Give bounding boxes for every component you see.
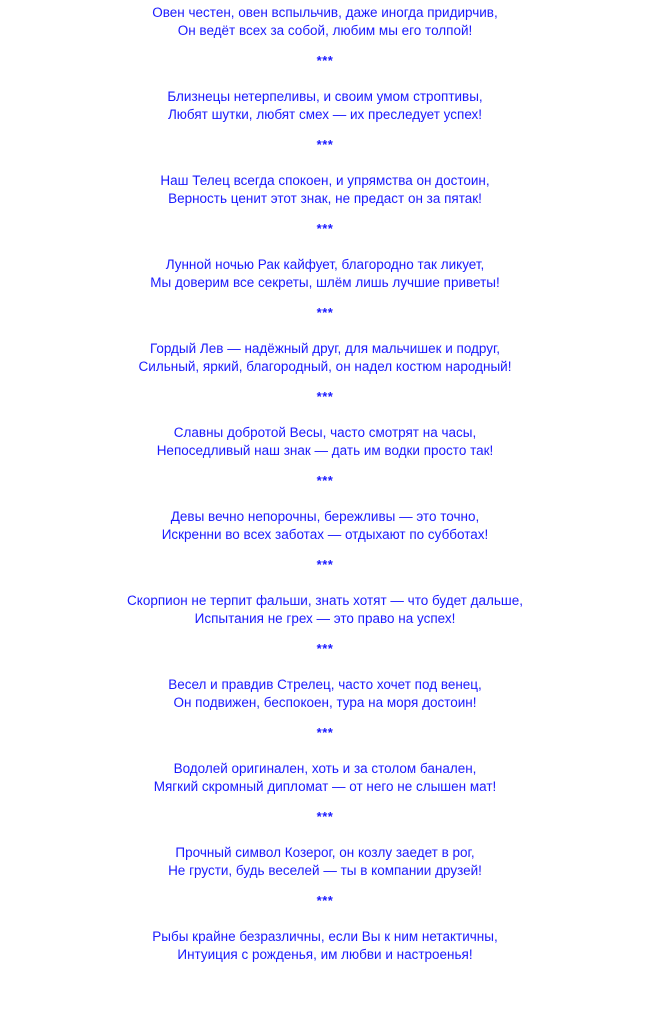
- stanza-line: Интуиция с рожденья, им любви и настроенья!: [177, 947, 473, 962]
- stanza-line: Водолей оригинален, хоть и за столом банален,: [173, 761, 477, 776]
- stanza-separator: ***: [316, 641, 334, 656]
- stanza-line: Не грусти, будь веселей — ты в компании друзей!: [168, 863, 482, 878]
- stanza-pisces: [0, 928, 650, 1012]
- stanza-virgo: [0, 508, 650, 592]
- stanza-line: Девы вечно непорочны, бережливы — это точно,: [170, 509, 480, 524]
- stanza-separator: ***: [316, 53, 334, 68]
- stanza-line: Мы доверим все секреты, шлём лишь лучшие приветы!: [150, 275, 500, 290]
- stanza-separator: ***: [316, 809, 334, 824]
- stanza-line: Близнецы нетерпеливы, и своим умом строптивы,: [167, 89, 483, 104]
- stanza-line: Он подвижен, беспокоен, тура на моря достоин!: [173, 695, 477, 710]
- stanza-cancer: [0, 256, 650, 340]
- stanza-leo: [0, 340, 650, 424]
- stanza-scorpio: [0, 592, 650, 676]
- stanza-line: Скорпион не терпит фальши, знать хотят — что будет дальше,: [127, 593, 523, 608]
- stanza-libra: [0, 424, 650, 508]
- stanza-separator: ***: [316, 305, 334, 320]
- stanza-aries: [0, 4, 650, 88]
- stanza-line: Славны добротой Весы, часто смотрят на часы,: [173, 425, 477, 440]
- stanza-line: Весел и правдив Стрелец, часто хочет под венец,: [168, 677, 482, 692]
- stanza-line: Он ведёт всех за собой, любим мы его толпой!: [177, 23, 473, 38]
- stanza-gemini: [0, 88, 650, 172]
- stanza-line: Сильный, яркий, благородный, он надел костюм народный!: [138, 359, 512, 374]
- stanza-separator: ***: [316, 725, 334, 740]
- stanza-line: Лунной ночью Рак кайфует, благородно так ликует,: [165, 257, 485, 272]
- stanza-separator: ***: [316, 557, 334, 572]
- stanza-aquarius: [0, 760, 650, 844]
- stanza-line: Верность ценит этот знак, не предаст он за пятак!: [168, 191, 482, 206]
- stanza-taurus: [0, 172, 650, 256]
- stanza-separator: ***: [316, 137, 334, 152]
- stanza-line: Искренни во всех заботах — отдыхают по субботах!: [161, 527, 489, 542]
- stanza-sagittarius: [0, 676, 650, 760]
- stanza-line: Испытания не грех — это право на успех!: [194, 611, 456, 626]
- stanza-line: Наш Телец всегда спокоен, и упрямства он достоин,: [160, 173, 490, 188]
- stanza-separator: ***: [316, 389, 334, 404]
- stanza-line: Мягкий скромный дипломат — от него не слышен мат!: [153, 779, 497, 794]
- stanza-separator: ***: [316, 893, 334, 908]
- poem: [0, 4, 650, 1012]
- stanza-line: Любят шутки, любят смех — их преследует успех!: [167, 107, 483, 122]
- stanza-line: Непоседливый наш знак — дать им водки просто так!: [156, 443, 494, 458]
- stanza-capricorn: [0, 844, 650, 928]
- stanza-line: Овен честен, овен вспыльчив, даже иногда придирчив,: [152, 5, 498, 20]
- stanza-line: Гордый Лев — надёжный друг, для мальчишек и подруг,: [149, 341, 501, 356]
- stanza-line: Прочный символ Козерог, он козлу заедет в рог,: [175, 845, 475, 860]
- stanza-separator: ***: [316, 221, 334, 236]
- stanza-line: Рыбы крайне безразличны, если Вы к ним нетактичны,: [152, 929, 498, 944]
- stanza-separator: ***: [316, 473, 334, 488]
